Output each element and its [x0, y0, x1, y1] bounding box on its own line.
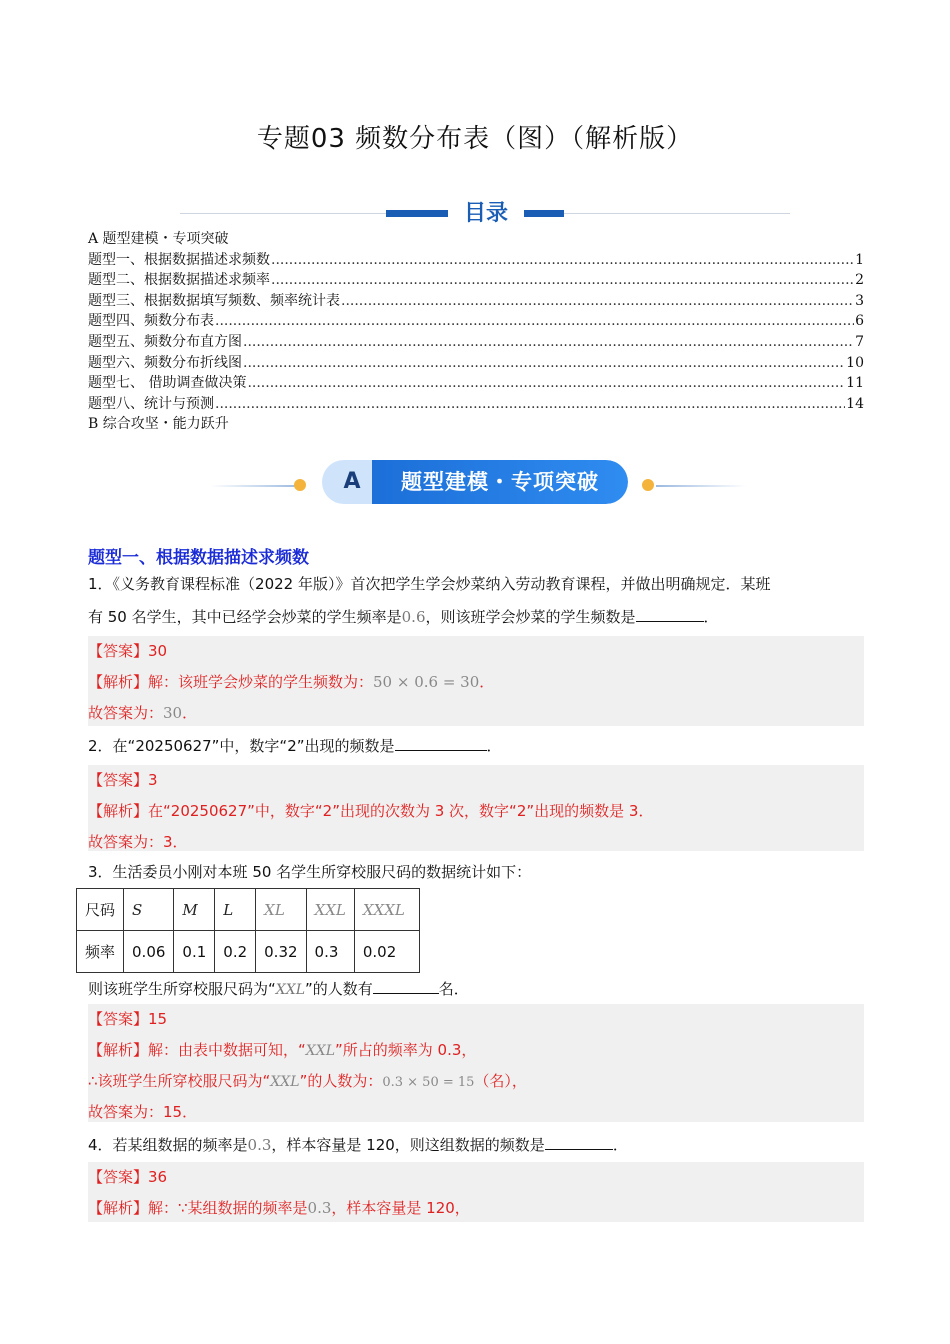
question-3: 3．生活委员小刚对本班 50 名学生所穿校服尺码的数据统计如下：	[88, 863, 532, 881]
toc-item[interactable]: 题型四、频数分布表 ..... 6	[88, 310, 864, 331]
page-title: 专题03 频数分布表（图）（解析版）	[256, 124, 694, 154]
answer-label: 【答案】36	[88, 1168, 168, 1186]
banner-line-right	[656, 485, 746, 487]
table-of-contents	[88, 228, 864, 434]
answer-box-1	[88, 636, 864, 726]
question-1-line-2: 有 50 名学生，其中已经学会炒菜的学生频率是0.6，则该班学会炒菜的学生频数是 ．	[88, 601, 864, 634]
question-3-after: 则该班学生所穿校服尺码为“XXL”的人数有 名．	[88, 973, 864, 1007]
banner-dot-right	[642, 479, 654, 491]
answer-box-2	[88, 765, 864, 851]
toc-item[interactable]: 题型六、频数分布折线图 ..... 10	[88, 352, 864, 373]
toc-item[interactable]: 题型一、根据数据描述求频数 ..... 1	[88, 249, 864, 270]
toc-heading: 目录	[448, 196, 524, 227]
question-2: 2．在“20250627”中，数字“2”出现的频数是 ．	[88, 730, 864, 763]
section-title: 题型一、根据数据描述求频数	[88, 548, 309, 568]
table-row: 频率 0.06 0.1 0.2 0.32 0.3 0.02	[77, 931, 420, 973]
toc-item[interactable]: 题型七、 借助调查做决策 ..... 11	[88, 372, 864, 393]
conclusion: 故答案为：3．	[88, 833, 188, 851]
question-1-line-1: 1．《义务教育课程标准（2022 年版）》首次把学生学会炒菜纳入劳动教育课程，并做出明确规定．某班	[88, 575, 771, 593]
size-frequency-table	[76, 888, 420, 973]
answer-blank[interactable]	[636, 604, 704, 622]
toc-item[interactable]: 题型二、根据数据描述求频率 ..... 2	[88, 269, 864, 290]
conclusion: 故答案为：15．	[88, 1103, 198, 1121]
answer-blank[interactable]	[395, 733, 487, 751]
banner-pill	[322, 460, 628, 504]
question-1	[88, 568, 864, 634]
toc-item[interactable]: B 综合攻坚・能力跃升	[88, 416, 229, 433]
answer-label: 【答案】30	[88, 642, 168, 660]
analysis: 【解析】解：∵某组数据的频率是0.3，样本容量是 120，	[88, 1199, 470, 1217]
toc-item[interactable]: 题型五、频数分布直方图 ..... 7	[88, 331, 864, 352]
answer-box-4	[88, 1162, 864, 1222]
banner-letter: A	[343, 469, 361, 494]
toc-header	[180, 196, 790, 230]
toc-item[interactable]: 题型三、根据数据填写频数、频率统计表 ..... 3	[88, 290, 864, 311]
therefore-line: ∴该班学生所穿校服尺码为“XXL”的人数为：0.3 × 50 = 15（名），	[88, 1072, 527, 1090]
analysis: 【解析】在“20250627”中，数字“2”出现的次数为 3 次，数字“2”出现的频数是 3．	[88, 802, 654, 820]
answer-box-3	[88, 1004, 864, 1122]
banner-text: 题型建模・专项突破	[372, 460, 628, 504]
answer-label: 【答案】3	[88, 771, 158, 789]
banner-line-left	[210, 485, 300, 487]
conclusion: 故答案为：30．	[88, 704, 198, 722]
banner-dot-left	[294, 479, 306, 491]
analysis: 【解析】解：该班学会炒菜的学生频数为：50 × 0.6 = 30．	[88, 673, 495, 691]
toc-item[interactable]: A 题型建模・专项突破	[88, 231, 229, 247]
table-row: 尺码 S M L XL XXL XXXL	[77, 889, 420, 931]
answer-blank[interactable]	[373, 976, 439, 994]
toc-item[interactable]: 题型八、统计与预测 ..... 14	[88, 393, 864, 414]
question-4: 4．若某组数据的频率是0.3，样本容量是 120，则这组数据的频数是 ．	[88, 1129, 864, 1162]
section-banner	[200, 458, 760, 508]
analysis: 【解析】解：由表中数据可知，“XXL”所占的频率为 0.3，	[88, 1041, 477, 1059]
answer-blank[interactable]	[545, 1132, 613, 1150]
answer-label: 【答案】15	[88, 1010, 168, 1028]
toc-bar-left	[386, 210, 448, 217]
